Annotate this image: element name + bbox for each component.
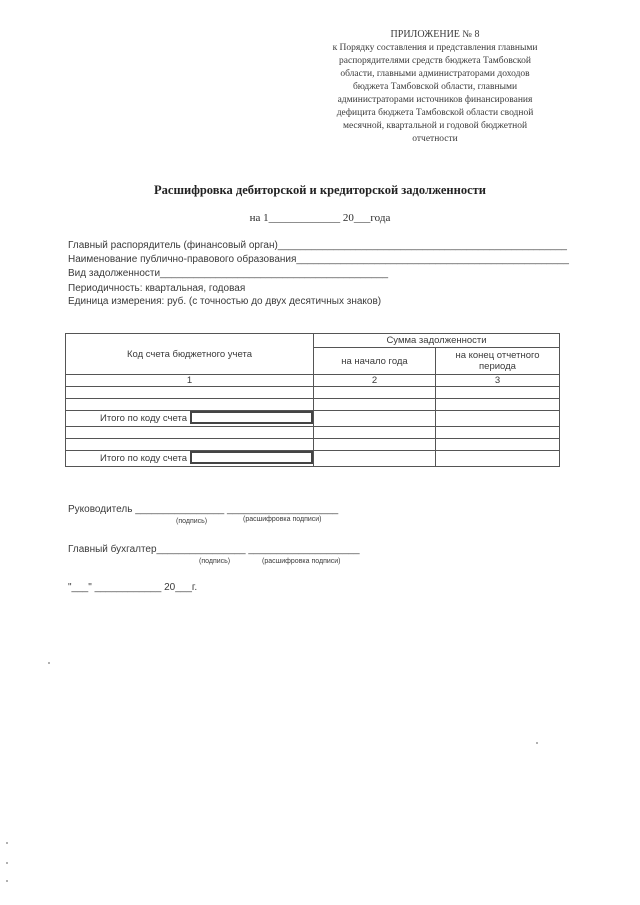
col-number: 3	[436, 375, 560, 387]
scan-speck	[48, 662, 50, 664]
total-row-label: Итого по коду счета	[100, 413, 187, 424]
appendix-line: месячной, квартальной и годовой бюджетной	[342, 121, 528, 131]
table-cell[interactable]	[314, 387, 436, 399]
table-cell[interactable]	[66, 387, 314, 399]
total-account-code-box[interactable]	[190, 411, 313, 424]
table-cell[interactable]	[314, 411, 436, 427]
unit-line: Единица измерения: руб. (с точностью до двух десятичных знаков)	[68, 296, 382, 307]
table-cell[interactable]	[436, 399, 560, 411]
report-date-line: на 1_____________ 20___года	[249, 212, 391, 224]
table-cell[interactable]	[66, 399, 314, 411]
table-cell[interactable]	[314, 399, 436, 411]
table-cell[interactable]	[314, 451, 436, 467]
appendix-line: дефицита бюджета Тамбовской области сводной	[336, 108, 534, 118]
periodicity-line: Периодичность: квартальная, годовая	[68, 283, 246, 294]
debt-table	[65, 333, 560, 467]
appendix-line: отчетности	[412, 134, 458, 144]
accountant-signature-line: Главный бухгалтер________________ ____________________	[68, 544, 360, 555]
accountant-sign-caption: (подпись)	[199, 558, 231, 565]
appendix-number: ПРИЛОЖЕНИЕ № 8	[390, 29, 480, 40]
chief-manager-line: Главный распорядитель (финансовый орган)____________________________________________________	[68, 240, 567, 251]
header-start-of-year: на начало года	[314, 348, 436, 375]
table-cell[interactable]	[436, 451, 560, 467]
entity-name-line: Наименование публично-правового образования_________________________________________________	[68, 254, 569, 265]
total-row-label: Итого по коду счета	[100, 453, 187, 464]
table-cell[interactable]	[66, 427, 314, 439]
scan-speck	[6, 862, 8, 864]
table-cell[interactable]	[66, 439, 314, 451]
appendix-line: распорядителями средств бюджета Тамбовской	[339, 56, 531, 66]
header-account-code-label: Код счета бюджетного учета	[127, 348, 252, 360]
head-signature-line: Руководитель ________________ ____________________	[68, 504, 339, 515]
debt-type-line: Вид задолженности_________________________________________	[68, 268, 389, 279]
scan-speck	[6, 880, 8, 882]
table-cell[interactable]	[314, 427, 436, 439]
table-cell[interactable]	[314, 439, 436, 451]
appendix-line: к Порядку составления и представления главными	[332, 43, 538, 53]
total-account-code-box[interactable]	[190, 451, 313, 464]
appendix-line: области, главными администраторами доходов	[340, 69, 530, 79]
col-number: 2	[314, 375, 436, 387]
table-cell[interactable]	[436, 387, 560, 399]
scan-speck	[536, 742, 538, 744]
col-number: 1	[66, 375, 314, 387]
accountant-decode-caption: (расшифровка подписи)	[262, 558, 341, 565]
signature-date-line: "___" ____________ 20___г.	[68, 582, 198, 593]
appendix-line: бюджета Тамбовской области, главными	[352, 82, 518, 92]
table-cell[interactable]	[436, 427, 560, 439]
total-row-label-cell	[66, 411, 314, 427]
header-debt-sum: Сумма задолженности	[314, 334, 560, 348]
header-account-code	[66, 334, 314, 375]
table-cell[interactable]	[436, 439, 560, 451]
scan-speck	[6, 842, 8, 844]
head-decode-caption: (расшифровка подписи)	[243, 516, 322, 523]
header-end-of-period: на конец отчетного периода	[436, 348, 560, 375]
head-sign-caption: (подпись)	[176, 518, 208, 525]
appendix-line: администраторами источников финансирования	[337, 95, 533, 105]
appendix-block	[300, 28, 570, 146]
document-title: Расшифровка дебиторской и кредиторской задолженности	[154, 183, 486, 197]
total-row-label-cell	[66, 451, 314, 467]
table-cell[interactable]	[436, 411, 560, 427]
